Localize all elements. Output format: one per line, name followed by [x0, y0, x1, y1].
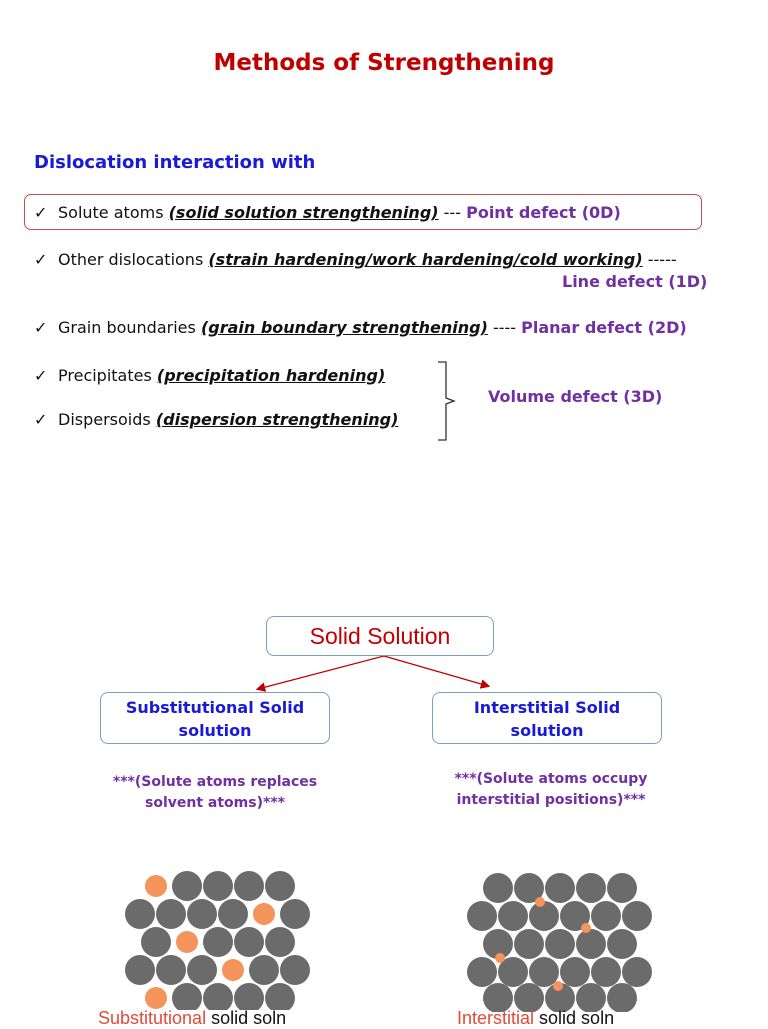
- dash-separator: ----: [487, 318, 522, 337]
- solvent-atom: [607, 873, 637, 903]
- item-label: Other dislocations: [58, 250, 209, 269]
- caption-rest: solid soln: [534, 1008, 615, 1028]
- mechanism-label: (strain hardening/work hardening/cold working): [208, 250, 643, 269]
- substitutional-caption: [98, 1008, 286, 1029]
- solvent-atom: [141, 927, 171, 957]
- solvent-atom: [483, 873, 513, 903]
- solute-atom: [145, 987, 167, 1009]
- checkmark-icon: ✓: [34, 318, 48, 337]
- solute-atom: [145, 875, 167, 897]
- solvent-atom: [529, 901, 559, 931]
- checkmark-icon: ✓: [34, 366, 48, 385]
- substitutional-box: [100, 692, 330, 744]
- solvent-atom: [622, 957, 652, 987]
- defect-label: Point defect (0D): [466, 203, 621, 222]
- solvent-atom: [218, 899, 248, 929]
- solvent-atom: [187, 899, 217, 929]
- solid-solution-box: [266, 616, 494, 656]
- solvent-atom: [591, 957, 621, 987]
- defect-label: Planar defect (2D): [521, 318, 687, 337]
- arrow-to-interstitial: [384, 656, 488, 686]
- solvent-atom: [234, 927, 264, 957]
- substitutional-lattice: [120, 870, 320, 1010]
- solid-solution-label: Solid Solution: [309, 623, 451, 649]
- solvent-atom: [125, 955, 155, 985]
- solvent-atom: [280, 899, 310, 929]
- defect-label-line: Line defect (1D): [562, 272, 708, 291]
- note-line: ***(Solute atoms occupy: [454, 771, 648, 787]
- interstitial-solute-atom: [535, 897, 545, 907]
- item-label: Grain boundaries: [58, 318, 201, 337]
- solvent-atom: [234, 983, 264, 1010]
- volume-defect-label: Volume defect (3D): [488, 387, 663, 406]
- solvent-atom: [156, 955, 186, 985]
- interstitial-solute-atom: [553, 981, 563, 991]
- checkmark-icon: ✓: [34, 203, 48, 222]
- solvent-atom: [467, 957, 497, 987]
- solvent-atom: [249, 955, 279, 985]
- solute-atom: [176, 931, 198, 953]
- interstitial-lattice: [460, 872, 660, 1012]
- substitutional-note: [90, 772, 340, 814]
- checkmark-icon: ✓: [34, 410, 48, 429]
- note-line: interstitial positions)***: [456, 792, 646, 808]
- solvent-atom: [591, 901, 621, 931]
- solvent-atom: [203, 871, 233, 901]
- dash-separator: -----: [642, 250, 677, 269]
- solvent-atom: [172, 983, 202, 1010]
- solvent-atom: [560, 957, 590, 987]
- solvent-atom: [514, 929, 544, 959]
- solvent-atom: [187, 955, 217, 985]
- interstitial-caption: [457, 1008, 614, 1029]
- solvent-atom: [280, 955, 310, 985]
- solvent-atom: [545, 929, 575, 959]
- note-line: ***(Solute atoms replaces: [112, 774, 318, 790]
- solvent-atom: [234, 871, 264, 901]
- solvent-atom: [203, 983, 233, 1010]
- interstitial-label-line1: Interstitial Solid: [473, 698, 621, 717]
- mechanism-label: (solid solution strengthening): [168, 203, 439, 222]
- solvent-atom: [156, 899, 186, 929]
- substitutional-label-line2: solution: [178, 721, 252, 740]
- mechanism-label: (precipitation hardening): [156, 366, 386, 385]
- solvent-atom: [576, 929, 606, 959]
- item-label: Precipitates: [58, 366, 157, 385]
- solvent-atom: [498, 901, 528, 931]
- solute-atom: [253, 903, 275, 925]
- solvent-atom: [607, 929, 637, 959]
- solvent-atom: [125, 899, 155, 929]
- arrow-to-substitutional: [258, 656, 384, 689]
- solvent-atom: [265, 983, 295, 1010]
- interstitial-solute-atom: [581, 923, 591, 933]
- solvent-atom: [203, 927, 233, 957]
- mechanism-label: (dispersion strengthening): [155, 410, 399, 429]
- dash-separator: ---: [438, 203, 467, 222]
- substitutional-label-line1: Substitutional Solid: [125, 698, 305, 717]
- mechanism-label: (grain boundary strengthening): [200, 318, 488, 337]
- interstitial-box: [432, 692, 662, 744]
- section-subheading: Dislocation interaction with: [34, 152, 316, 173]
- solvent-atom: [545, 873, 575, 903]
- interstitial-note: [426, 769, 676, 811]
- interstitial-label-line2: solution: [510, 721, 584, 740]
- item-label: Solute atoms: [58, 203, 169, 222]
- checkmark-icon: ✓: [34, 250, 48, 269]
- solute-atom: [222, 959, 244, 981]
- solvent-atom: [622, 901, 652, 931]
- solvent-atom: [265, 871, 295, 901]
- caption-highlight: Substitutional: [98, 1008, 207, 1028]
- solvent-atom: [467, 901, 497, 931]
- solvent-atom: [172, 871, 202, 901]
- item-label: Dispersoids: [58, 410, 156, 429]
- page-title: Methods of Strengthening: [213, 50, 555, 76]
- interstitial-solute-atom: [495, 953, 505, 963]
- solvent-atom: [576, 873, 606, 903]
- caption-highlight: Interstitial: [457, 1008, 535, 1028]
- caption-rest: solid soln: [206, 1008, 287, 1028]
- solvent-atom: [265, 927, 295, 957]
- note-line: solvent atoms)***: [145, 795, 285, 811]
